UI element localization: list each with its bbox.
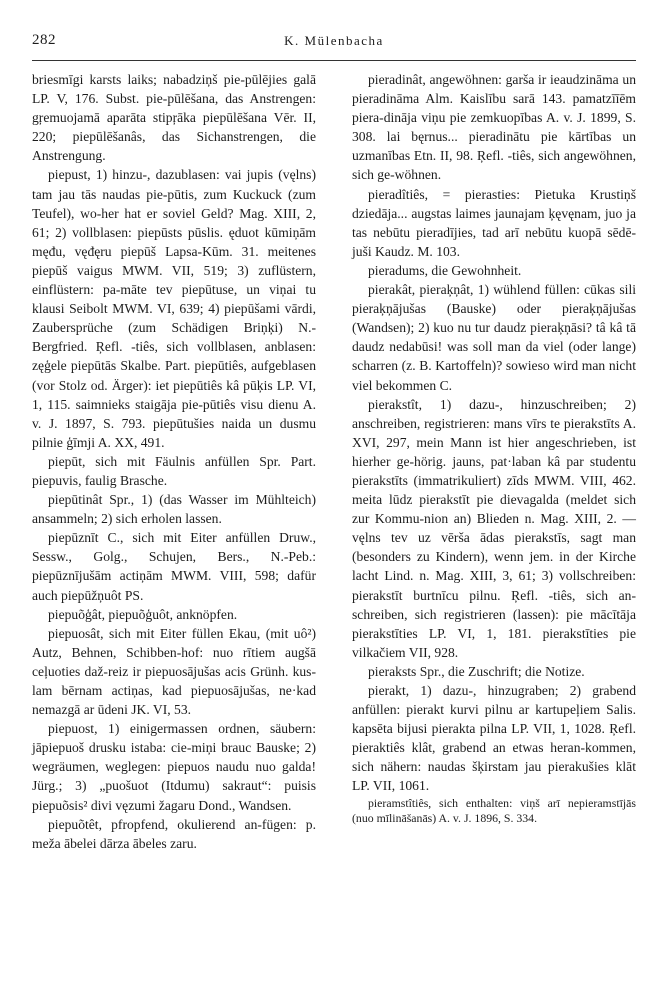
entry-paragraph: pieramstîtiês, sich enthalten: viņš arī nepieramstījās (nuo mīlināšanās) A. v. J. 1896, S. 334. — [352, 795, 636, 825]
entry-paragraph: pieraksts Spr., die Zuschrift; die Notize. — [368, 663, 585, 679]
entry-paragraph: pieradinât, angewöhnen: garša ir ieaudzināma un pieradināma Alm. Kaislību sarā 143. pamatzīīēm piera-dināja viņu pie zemkuopības A. v. J. 1899, S. 308. lai bęrnus... pieradinātu pie kārtības un uzmanības Etn. II, 98. Ŗefl. -tiês, sich angewöhnen, sich ge-wöhnen. — [352, 72, 636, 183]
entry-paragraph: pieradums, die Gewohnheit. — [368, 262, 522, 278]
page-header — [32, 32, 636, 54]
entry-paragraph: piepūt, sich mit Fäulnis anfüllen Spr. Part. piepuvis, faulig Brasche. — [32, 453, 316, 488]
header-rule — [32, 60, 636, 61]
entry-paragraph: piepuost, 1) einigermassen ordnen, säubern: jāpiepuoš drusku istaba: cie-miņi brauc Bauske; 2) wegräumen, weglegen: piepuos naudu nuo galda! Jürg.; 3) „puošuot (Itdumu) sakraut“: puisis piepuõsis² divi vęzumi žagaru Dond., Wandsen. — [32, 721, 316, 813]
right-column — [352, 70, 636, 826]
entry-paragraph: briesmīgi karsts laiks; nabadziņš pie-pūlējies galā LP. V, 176. Subst. pie-pūlēšana, das Anstrengen: gŗemuojamā aparāta stipŗāka piepūlēšana Vēr. II, 220; piepūlēšanâs, das Sichanstrengen, die Anstrengung. — [32, 72, 316, 164]
page-number: 282 — [32, 32, 56, 48]
entry-paragraph: pierakstît, 1) dazu-, hinzuschreiben; 2) anschreiben, registrieren: mans vīrs te pierakstīts A. XVI, 297, mein Mann ist hier angeschrieben, ist hierher ge-hörig. jauns, pat·laban kâ par studentu pierakstīts (immatrikuliert) zīds MWM. VIII, 462. meita lūdz pierakstīt pie dievagalda (meldet sich zur Kommu-nion an) Blieden n. Mag. XIII, 2. — vęlns tev uz vērša ādas pierakstīs, sagt man (besonders zu Kindern), wenn jem. in der Kirche lacht Lind. n. Mag. XIII, 3, 61; 3) vollschreiben: pierakstīt burtnīcu pilnu. Ŗefl. -tiês, sich an-schreiben, sich registrieren (lassen): pie mācītāja pierakstīties LP. VI, 1, 181. pierakstīties pie vilkačiem VII, 928. — [352, 396, 636, 660]
entry-paragraph: piepūtinât Spr., 1) (das Wasser im Mühlteich) ansammeln; 2) sich erholen lassen. — [32, 492, 316, 527]
entry-paragraph: pierakt, 1) dazu-, hinzugraben; 2) grabend anfüllen: pierakt kurvi pilnu ar kartupeļiem Salis. kapsēta bijusi pierakta pilna LP. VII, 1, 1028. Ŗefl. pieraktiês klât, grabend an etwas heran-kommen, sich nähern: naudas šķirstam jau pierakušies klāt LP. VII, 1061. — [352, 683, 636, 794]
left-column — [32, 70, 316, 853]
running-head: K. Mülenbacha — [284, 33, 384, 48]
entry-paragraph: piepūznīt C., sich mit Eiter anfüllen Druw., Sessw., Golg., Schujen, Bers., N.-Peb.: piepūznījušām actiņām MWM. VIII, 598; dafür auch piepūžņuôt PS. — [32, 530, 316, 603]
entry-paragraph: pierakât, pieraķņât, 1) wühlend füllen: cūkas sili pieraķņājušas (Bauske) oder pieraķņājušas (Wandsen); 2) kuo nu tur daudz pieraķņāsi? tâ kâ tā daudz nedabūsi! was soll man da viel (oder lange) scharren (z. B. Kartoffeln)? sowieso wird man nicht viel bekommen C. — [352, 282, 636, 393]
entry-paragraph: piepuõtêt, pfropfend, okulierend an-fügen: p. meža ābelei dārza ābeles zaru. — [32, 816, 316, 851]
entry-paragraph: piepust, 1) hinzu-, dazublasen: vai jupis (vęlns) tam jau tās naudas pie-pūtis, zum Kuckuck (zum Teufel), wo-her hat er soviel Geld? Mag. XIII, 2, 61; 2) vollblasen: piepūsts pūslis. ęduot kūmiņām męđu, vęđęru piepūš Lapsa-Kūm. 31. meitenes piepūš vaigus MWM. VII, 519; 3) zuflüstern, einflüstern: pa-māte tev piepūtuse, un viņai tu klausi Seibolt MWM. VI, 639; 4) piepūšami vārdi, Zaubersprüche (zum Schädigen Briņķi) N.-Bergfried. Ŗefl. -tiês, sich vollblasen, anblasen: zęģele piepūtās Skalbe. Part. piepūtiês, aufgeblasen (vor Stolz od. Ärger): iet piepūtiês kâ pūķis LP. VI, 1, 115. saimnieks staigāja pie-pūtiês visu dienu A. v. J. 1897, S. 793. piepūtušies naida un dusmu pilnie ģīmji A. XX, 491. — [32, 167, 316, 450]
entry-paragraph: piepuosât, sich mit Eiter füllen Ekau, (mit uô²) Autz, Behnen, Schibben-hof: nuo rītiem augšā ceļuoties daž-reiz ir piepuosājušas acis Grünh. kus-lam bērnam actiņas, kad piepuosājušas, ne·kad nemazgā ar ūdeni JK. VI, 53. — [32, 625, 316, 718]
entry-paragraph: piepuõģât, piepuõģuôt, anknöpfen. — [48, 606, 238, 622]
entry-paragraph: pieradîtiês, = pierasties: Pietuka Krustiņš dziedāja... augstas laimes jaunajam ķęvęnam, juo ja tas nebūtu pieradījies, tad arī nebūtu kuopā sēdē-juši Kaudz. M. 103. — [352, 186, 636, 259]
